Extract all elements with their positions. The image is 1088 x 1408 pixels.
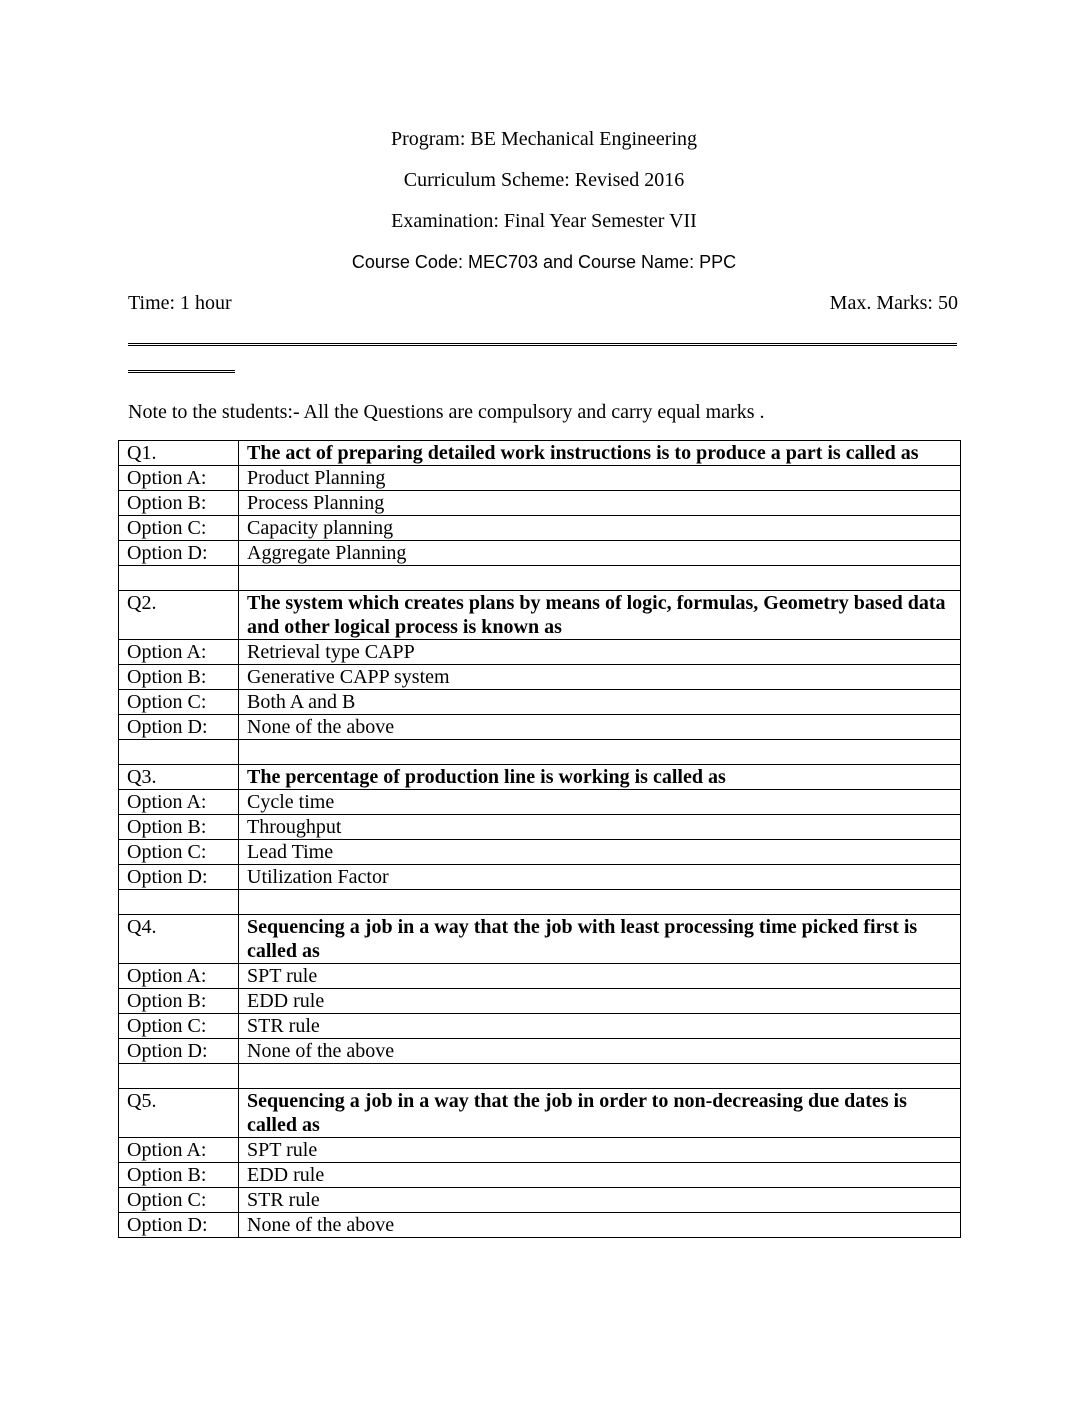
option-label: Option C: xyxy=(119,840,239,865)
question-text: The act of preparing detailed work instructions is to produce a part is called as xyxy=(239,441,961,466)
question-number: Q2. xyxy=(119,591,239,640)
option-row xyxy=(119,815,961,840)
option-row xyxy=(119,1163,961,1188)
spacer-cell xyxy=(119,566,239,591)
option-text: None of the above xyxy=(239,1213,961,1238)
option-text: STR rule xyxy=(239,1188,961,1213)
option-text: Capacity planning xyxy=(239,516,961,541)
double-rule xyxy=(128,343,957,346)
spacer-row xyxy=(119,1064,961,1089)
option-text: STR rule xyxy=(239,1014,961,1039)
option-label: Option D: xyxy=(119,1213,239,1238)
question-text: Sequencing a job in a way that the job with least processing time picked first is called as xyxy=(239,915,961,964)
spacer-cell xyxy=(239,890,961,915)
spacer-row xyxy=(119,890,961,915)
option-row xyxy=(119,840,961,865)
option-label: Option D: xyxy=(119,715,239,740)
option-text: Aggregate Planning xyxy=(239,541,961,566)
option-row xyxy=(119,1039,961,1064)
option-label: Option A: xyxy=(119,640,239,665)
spacer-cell xyxy=(239,740,961,765)
option-row xyxy=(119,516,961,541)
course-heading: Course Code: MEC703 and Course Name: PPC xyxy=(351,252,737,272)
option-text: SPT rule xyxy=(239,964,961,989)
option-label: Option D: xyxy=(119,865,239,890)
question-row xyxy=(119,765,961,790)
option-label: Option C: xyxy=(119,516,239,541)
option-text: SPT rule xyxy=(239,1138,961,1163)
question-row xyxy=(119,1089,961,1138)
option-text: Utilization Factor xyxy=(239,865,961,890)
option-label: Option A: xyxy=(119,964,239,989)
spacer-cell xyxy=(119,890,239,915)
question-number: Q4. xyxy=(119,915,239,964)
option-row xyxy=(119,665,961,690)
option-label: Option B: xyxy=(119,989,239,1014)
curriculum-heading: Curriculum Scheme: Revised 2016 xyxy=(403,169,685,191)
spacer-cell xyxy=(119,1064,239,1089)
option-text: EDD rule xyxy=(239,1163,961,1188)
option-row xyxy=(119,1138,961,1163)
option-row xyxy=(119,715,961,740)
option-row xyxy=(119,1014,961,1039)
option-row xyxy=(119,989,961,1014)
option-label: Option C: xyxy=(119,690,239,715)
option-label: Option D: xyxy=(119,1039,239,1064)
spacer-cell xyxy=(239,1064,961,1089)
option-label: Option C: xyxy=(119,1188,239,1213)
question-row xyxy=(119,591,961,640)
question-row xyxy=(119,915,961,964)
question-text: The percentage of production line is working is called as xyxy=(239,765,961,790)
option-row xyxy=(119,690,961,715)
option-label: Option B: xyxy=(119,665,239,690)
question-number: Q5. xyxy=(119,1089,239,1138)
option-text: Product Planning xyxy=(239,466,961,491)
spacer-cell xyxy=(119,740,239,765)
question-text: Sequencing a job in a way that the job in order to non-decreasing due dates is called as xyxy=(239,1089,961,1138)
program-heading: Program: BE Mechanical Engineering xyxy=(390,128,697,150)
option-row xyxy=(119,491,961,516)
option-text: Process Planning xyxy=(239,491,961,516)
option-label: Option B: xyxy=(119,1163,239,1188)
option-text: Lead Time xyxy=(239,840,961,865)
option-row xyxy=(119,640,961,665)
option-row xyxy=(119,1188,961,1213)
max-marks-label: Max. Marks: 50 xyxy=(829,292,958,314)
option-text: Retrieval type CAPP xyxy=(239,640,961,665)
option-row xyxy=(119,865,961,890)
option-text: Generative CAPP system xyxy=(239,665,961,690)
option-row xyxy=(119,541,961,566)
option-text: None of the above xyxy=(239,1039,961,1064)
question-table xyxy=(118,440,961,1238)
option-row xyxy=(119,790,961,815)
option-row xyxy=(119,1213,961,1238)
examination-heading: Examination: Final Year Semester VII xyxy=(391,210,697,232)
option-label: Option A: xyxy=(119,466,239,491)
question-row xyxy=(119,441,961,466)
question-number: Q1. xyxy=(119,441,239,466)
option-text: None of the above xyxy=(239,715,961,740)
option-label: Option A: xyxy=(119,1138,239,1163)
option-label: Option B: xyxy=(119,815,239,840)
question-number: Q3. xyxy=(119,765,239,790)
question-text: The system which creates plans by means of logic, formulas, Geometry based data and other logical process is known as xyxy=(239,591,961,640)
option-text: Both A and B xyxy=(239,690,961,715)
option-label: Option C: xyxy=(119,1014,239,1039)
option-text: Throughput xyxy=(239,815,961,840)
option-label: Option D: xyxy=(119,541,239,566)
spacer-cell xyxy=(239,566,961,591)
spacer-row xyxy=(119,740,961,765)
double-rule-short xyxy=(128,370,235,373)
option-label: Option B: xyxy=(119,491,239,516)
option-text: Cycle time xyxy=(239,790,961,815)
spacer-row xyxy=(119,566,961,591)
option-row xyxy=(119,466,961,491)
option-row xyxy=(119,964,961,989)
time-label: Time: 1 hour xyxy=(128,292,232,314)
option-text: EDD rule xyxy=(239,989,961,1014)
option-label: Option A: xyxy=(119,790,239,815)
note-to-students: Note to the students:- All the Questions are compulsory and carry equal marks . xyxy=(128,401,765,423)
